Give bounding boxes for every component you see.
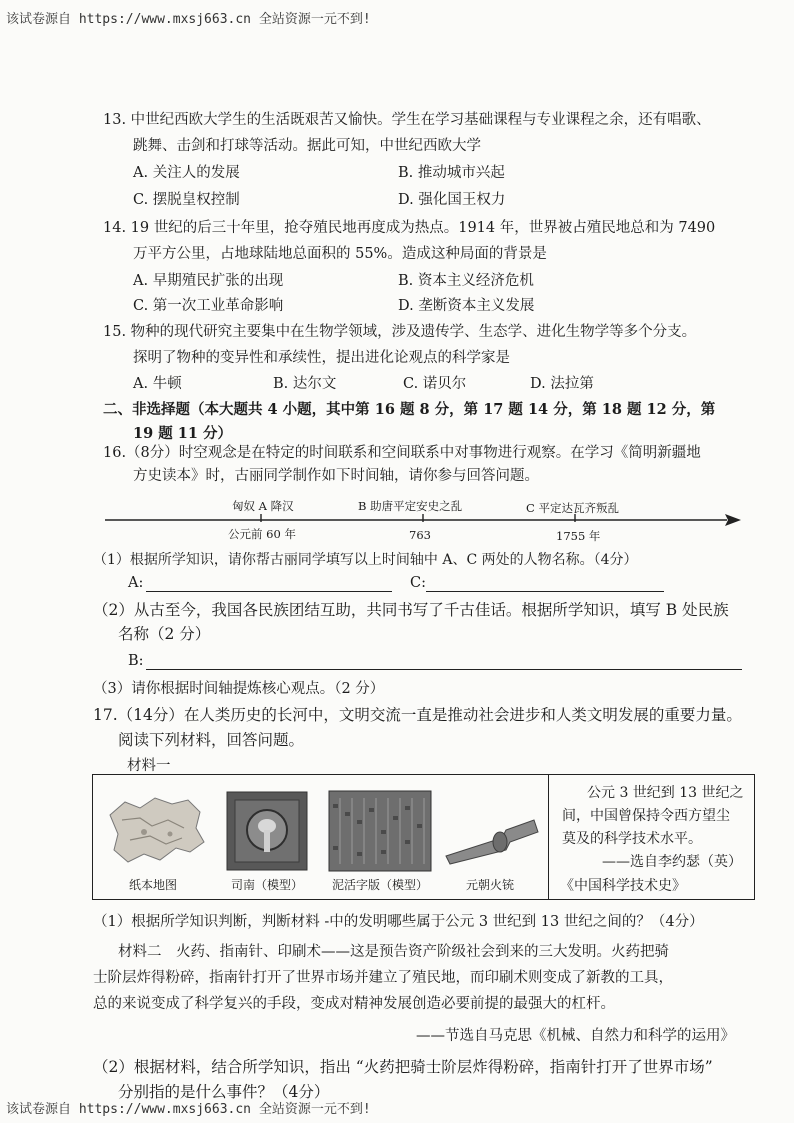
caption-paper-map: 纸本地图 [128, 878, 177, 892]
q13-stem-line2: 跳舞、击剑和打球等活动。据此可知，中世纪西欧大学 [133, 138, 481, 154]
material2-line2: 士阶层炸得粉碎，指南针打开了世界市场并建立了殖民地，而印刷术则变成了新教的工具， [93, 970, 673, 986]
q16-sub2-line1: （2）从古至今，我国各民族团结互助，共同书写了千古佳话。根据所学知识，填写 B 处民族 [93, 601, 729, 619]
q13-option-b: B. 推动城市兴起 [398, 165, 505, 181]
material1-title: 材料一 [127, 758, 171, 774]
timeline-date-c: 1755 年 [556, 529, 601, 543]
q17-stem-line1: 17.（14分）在人类历史的长河中，文明交流一直是推动社会进步和人类文明发展的重要力量。 [93, 706, 742, 724]
quote-line3: 莫及的科学技术水平。 [562, 831, 702, 847]
q14-option-c: C. 第一次工业革命影响 [133, 298, 284, 314]
q15-stem-line2: 探明了物种的变异性和承续性，提出进化论观点的科学家是 [133, 350, 510, 366]
q14-option-b: B. 资本主义经济危机 [398, 273, 534, 289]
q15-option-b: B. 达尔文 [273, 376, 337, 392]
caption-clay-type: 泥活字版（模型） [331, 878, 428, 892]
q16-sub3: （3）请你根据时间轴提炼核心观点。（2 分） [93, 681, 385, 697]
material1-table-divider [548, 774, 549, 900]
material2-source: ——节选自马克思《机械、自然力和科学的运用》 [416, 1028, 735, 1044]
q15-option-a: A. 牛顿 [133, 376, 182, 392]
q16-sub1: （1）根据所学知识，请你帮古丽同学填写以上时间轴中 A、C 两处的人物名称。（4分） [93, 552, 638, 568]
section2-heading-line2: 19 题 11 分） [133, 425, 233, 442]
q16-blank-a-line[interactable] [146, 591, 392, 592]
q16-stem-line2: 方史读本》时，古丽同学制作如下时间轴，请你参与回答问题。 [133, 468, 539, 484]
timeline-label-a: 匈奴 A 降汉 [232, 499, 294, 513]
compass-model-image [225, 790, 309, 872]
q13-option-d: D. 强化国王权力 [398, 192, 506, 208]
watermark-footer: 该试卷源自 https://www.mxsj663.cn 全站资源一元不到! [6, 1102, 371, 1117]
q14-stem-line2: 万平方公里，占地球陆地总面积的 55%。造成这种局面的背景是 [133, 246, 547, 262]
q16-blank-b-line[interactable] [146, 669, 742, 670]
q14-stem-line1: 14. 19 世纪的后三十年里，抢夺殖民地再度成为热点。1914 年，世界被占殖民地总和为 7490 [103, 220, 716, 236]
q15-option-c: C. 诺贝尔 [403, 376, 467, 392]
q16-blank-c-label: C: [410, 575, 426, 591]
caption-compass: 司南（模型） [230, 878, 303, 892]
q17-sub1: （1）根据所学知识判断，判断材料 -中的发明哪些属于公元 3 世纪到 13 世纪之间的？（4分） [93, 914, 704, 930]
q13-option-a: A. 关注人的发展 [133, 165, 240, 181]
q17-stem-line2: 阅读下列材料，回答问题。 [118, 731, 305, 749]
material2-line3: 总的来说变成了科学复兴的手段，变成对精神发展创造必要前提的最强大的杠杆。 [93, 996, 615, 1012]
section2-heading-line1: 二、非选择题（本大题共 4 小题，其中第 16 题 8 分，第 17 题 14 分，第 18 题 12 分，第 [103, 401, 716, 418]
q16-blank-c-line[interactable] [426, 591, 664, 592]
quote-source: ——选自李约瑟（英） [602, 854, 742, 870]
quote-line2: 间，中国曾保持令西方望尘 [562, 808, 730, 824]
paper-map-image [100, 790, 210, 870]
q13-stem-line1: 13. 中世纪西欧大学生的生活既艰苦又愉快。学生在学习基础课程与专业课程之余，还有唱歌、 [103, 112, 711, 128]
q15-option-d: D. 法拉第 [530, 376, 594, 392]
q16-stem-line1: 16.（8分）时空观念是在特定的时间联系和空间联系中对事物进行观察。在学习《简明新疆地 [103, 445, 701, 461]
timeline-date-b: 763 [409, 528, 431, 542]
quote-book: 《中国科学技术史》 [560, 878, 686, 894]
q17-sub2-line1: （2）根据材料，结合所学知识，指出 “火药把骑士阶层炸得粉碎，指南针打开了世界市场” [93, 1058, 713, 1076]
caption-fire-lance: 元朝火铳 [465, 878, 514, 892]
clay-type-model-image [328, 790, 432, 872]
timeline-label-b: B 助唐平定安史之乱 [358, 499, 463, 513]
q16-sub2-line2: 名称（2 分） [118, 625, 211, 643]
q16-blank-a-label: A: [128, 575, 144, 591]
material2-line1: 材料二 火药、指南针、印刷术——这是预告资产阶级社会到来的三大发明。火药把骑 [118, 944, 669, 960]
timeline-label-c: C 平定达瓦齐叛乱 [526, 501, 619, 515]
q13-option-c: C. 摆脱皇权控制 [133, 192, 240, 208]
timeline-date-a: 公元前 60 年 [228, 527, 296, 541]
quote-line1: 公元 3 世纪到 13 世纪之 [587, 785, 744, 801]
q14-option-d: D. 垄断资本主义发展 [398, 298, 535, 314]
watermark-header: 该试卷源自 https://www.mxsj663.cn 全站资源一元不到! [6, 12, 371, 27]
q15-stem-line1: 15. 物种的现代研究主要集中在生物学领域，涉及遗传学、生态学、进化生物学等多个分支。 [103, 324, 697, 340]
q17-sub2-line2: 分别指的是什么事件？（4分） [118, 1083, 330, 1101]
q14-option-a: A. 早期殖民扩张的出现 [133, 273, 284, 289]
yuan-fire-lance-image [440, 812, 540, 866]
q16-blank-b-label: B: [128, 653, 144, 669]
